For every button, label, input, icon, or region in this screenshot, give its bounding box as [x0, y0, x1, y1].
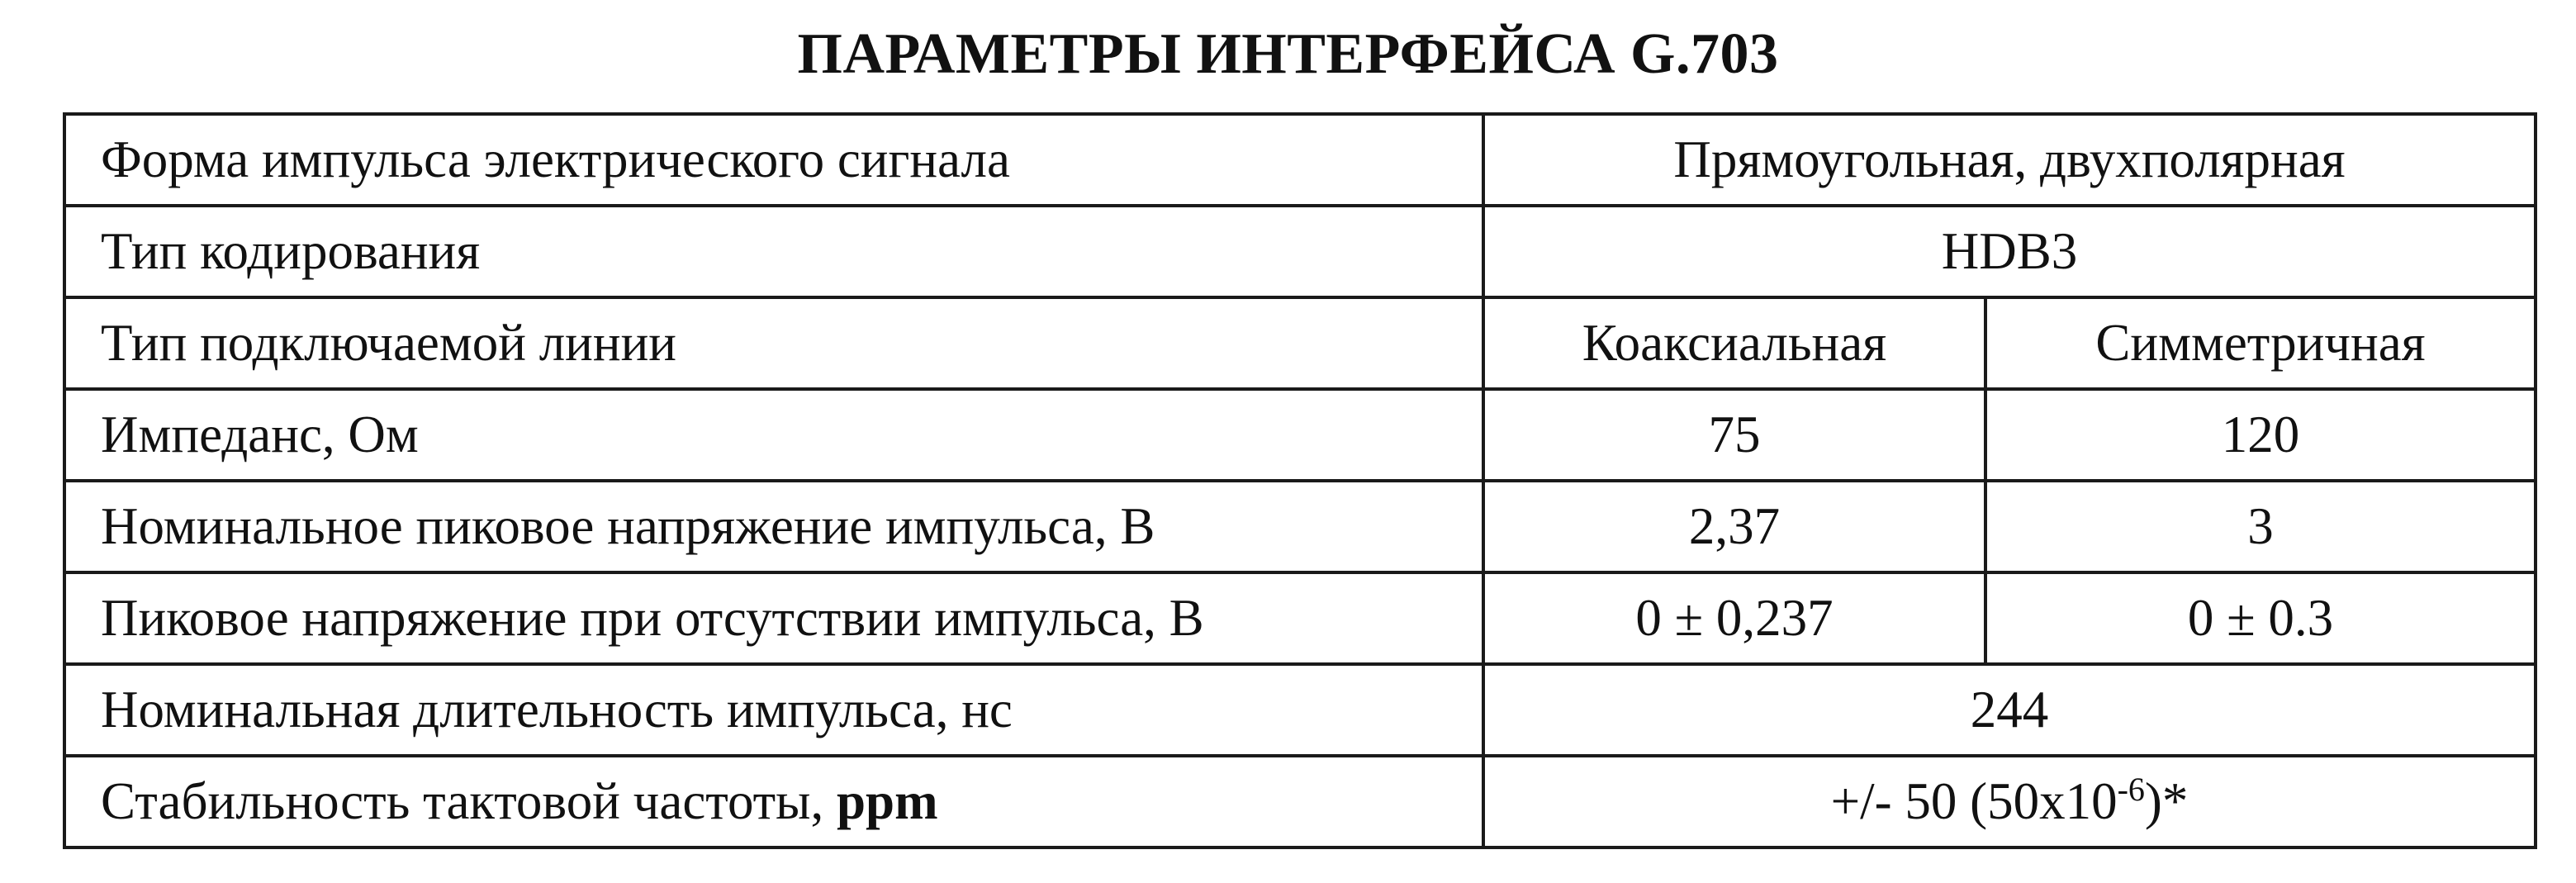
- row-value-line-type-sym: Симметричная: [1985, 297, 2536, 389]
- clock-stability-value-main: +/- 50 (50x10: [1830, 772, 2118, 830]
- row-label-coding-type: Тип кодирования: [64, 206, 1483, 297]
- row-label-nominal-peak-voltage: Номинальное пиковое напряжение импульса, В: [64, 481, 1483, 572]
- row-label-line-type: Тип подключаемой линии: [64, 297, 1483, 389]
- table-row: [64, 756, 2536, 847]
- parameters-table: [63, 112, 2537, 849]
- row-label-pulse-duration: Номинальная длительность импульса, нс: [64, 664, 1483, 756]
- table-row: [64, 114, 2536, 206]
- row-label-pulse-shape: Форма импульса электрического сигнала: [64, 114, 1483, 206]
- table-row: [64, 389, 2536, 481]
- table-row: [64, 297, 2536, 389]
- row-value-line-type-coax: Коаксиальная: [1483, 297, 1985, 389]
- row-value-pulse-shape: Прямоугольная, двухполярная: [1483, 114, 2536, 206]
- table-row: [64, 481, 2536, 572]
- row-value-coding-type: HDB3: [1483, 206, 2536, 297]
- row-value-pulse-duration: 244: [1483, 664, 2536, 756]
- row-label-clock-stability: [64, 756, 1483, 847]
- row-label-impedance: Импеданс, Ом: [64, 389, 1483, 481]
- page-title: ПАРАМЕТРЫ ИНТЕРФЕЙСА G.703: [797, 22, 1779, 86]
- table-row: [64, 206, 2536, 297]
- clock-stability-exponent: -6: [2117, 771, 2145, 808]
- row-value-no-pulse-peak-voltage-coax: 0 ± 0,237: [1483, 572, 1985, 664]
- clock-stability-label-text: Стабильность тактовой частоты,: [101, 772, 837, 830]
- clock-stability-unit: ppm: [837, 772, 938, 830]
- row-value-no-pulse-peak-voltage-sym: 0 ± 0.3: [1985, 572, 2536, 664]
- row-value-clock-stability: [1483, 756, 2536, 847]
- row-label-no-pulse-peak-voltage: Пиковое напряжение при отсутствии импульса, В: [64, 572, 1483, 664]
- row-value-nominal-peak-voltage-coax: 2,37: [1483, 481, 1985, 572]
- row-value-impedance-sym: 120: [1985, 389, 2536, 481]
- row-value-nominal-peak-voltage-sym: 3: [1985, 481, 2536, 572]
- table-row: [64, 572, 2536, 664]
- row-value-impedance-coax: 75: [1483, 389, 1985, 481]
- clock-stability-value-tail: )*: [2144, 772, 2189, 830]
- table-row: [64, 664, 2536, 756]
